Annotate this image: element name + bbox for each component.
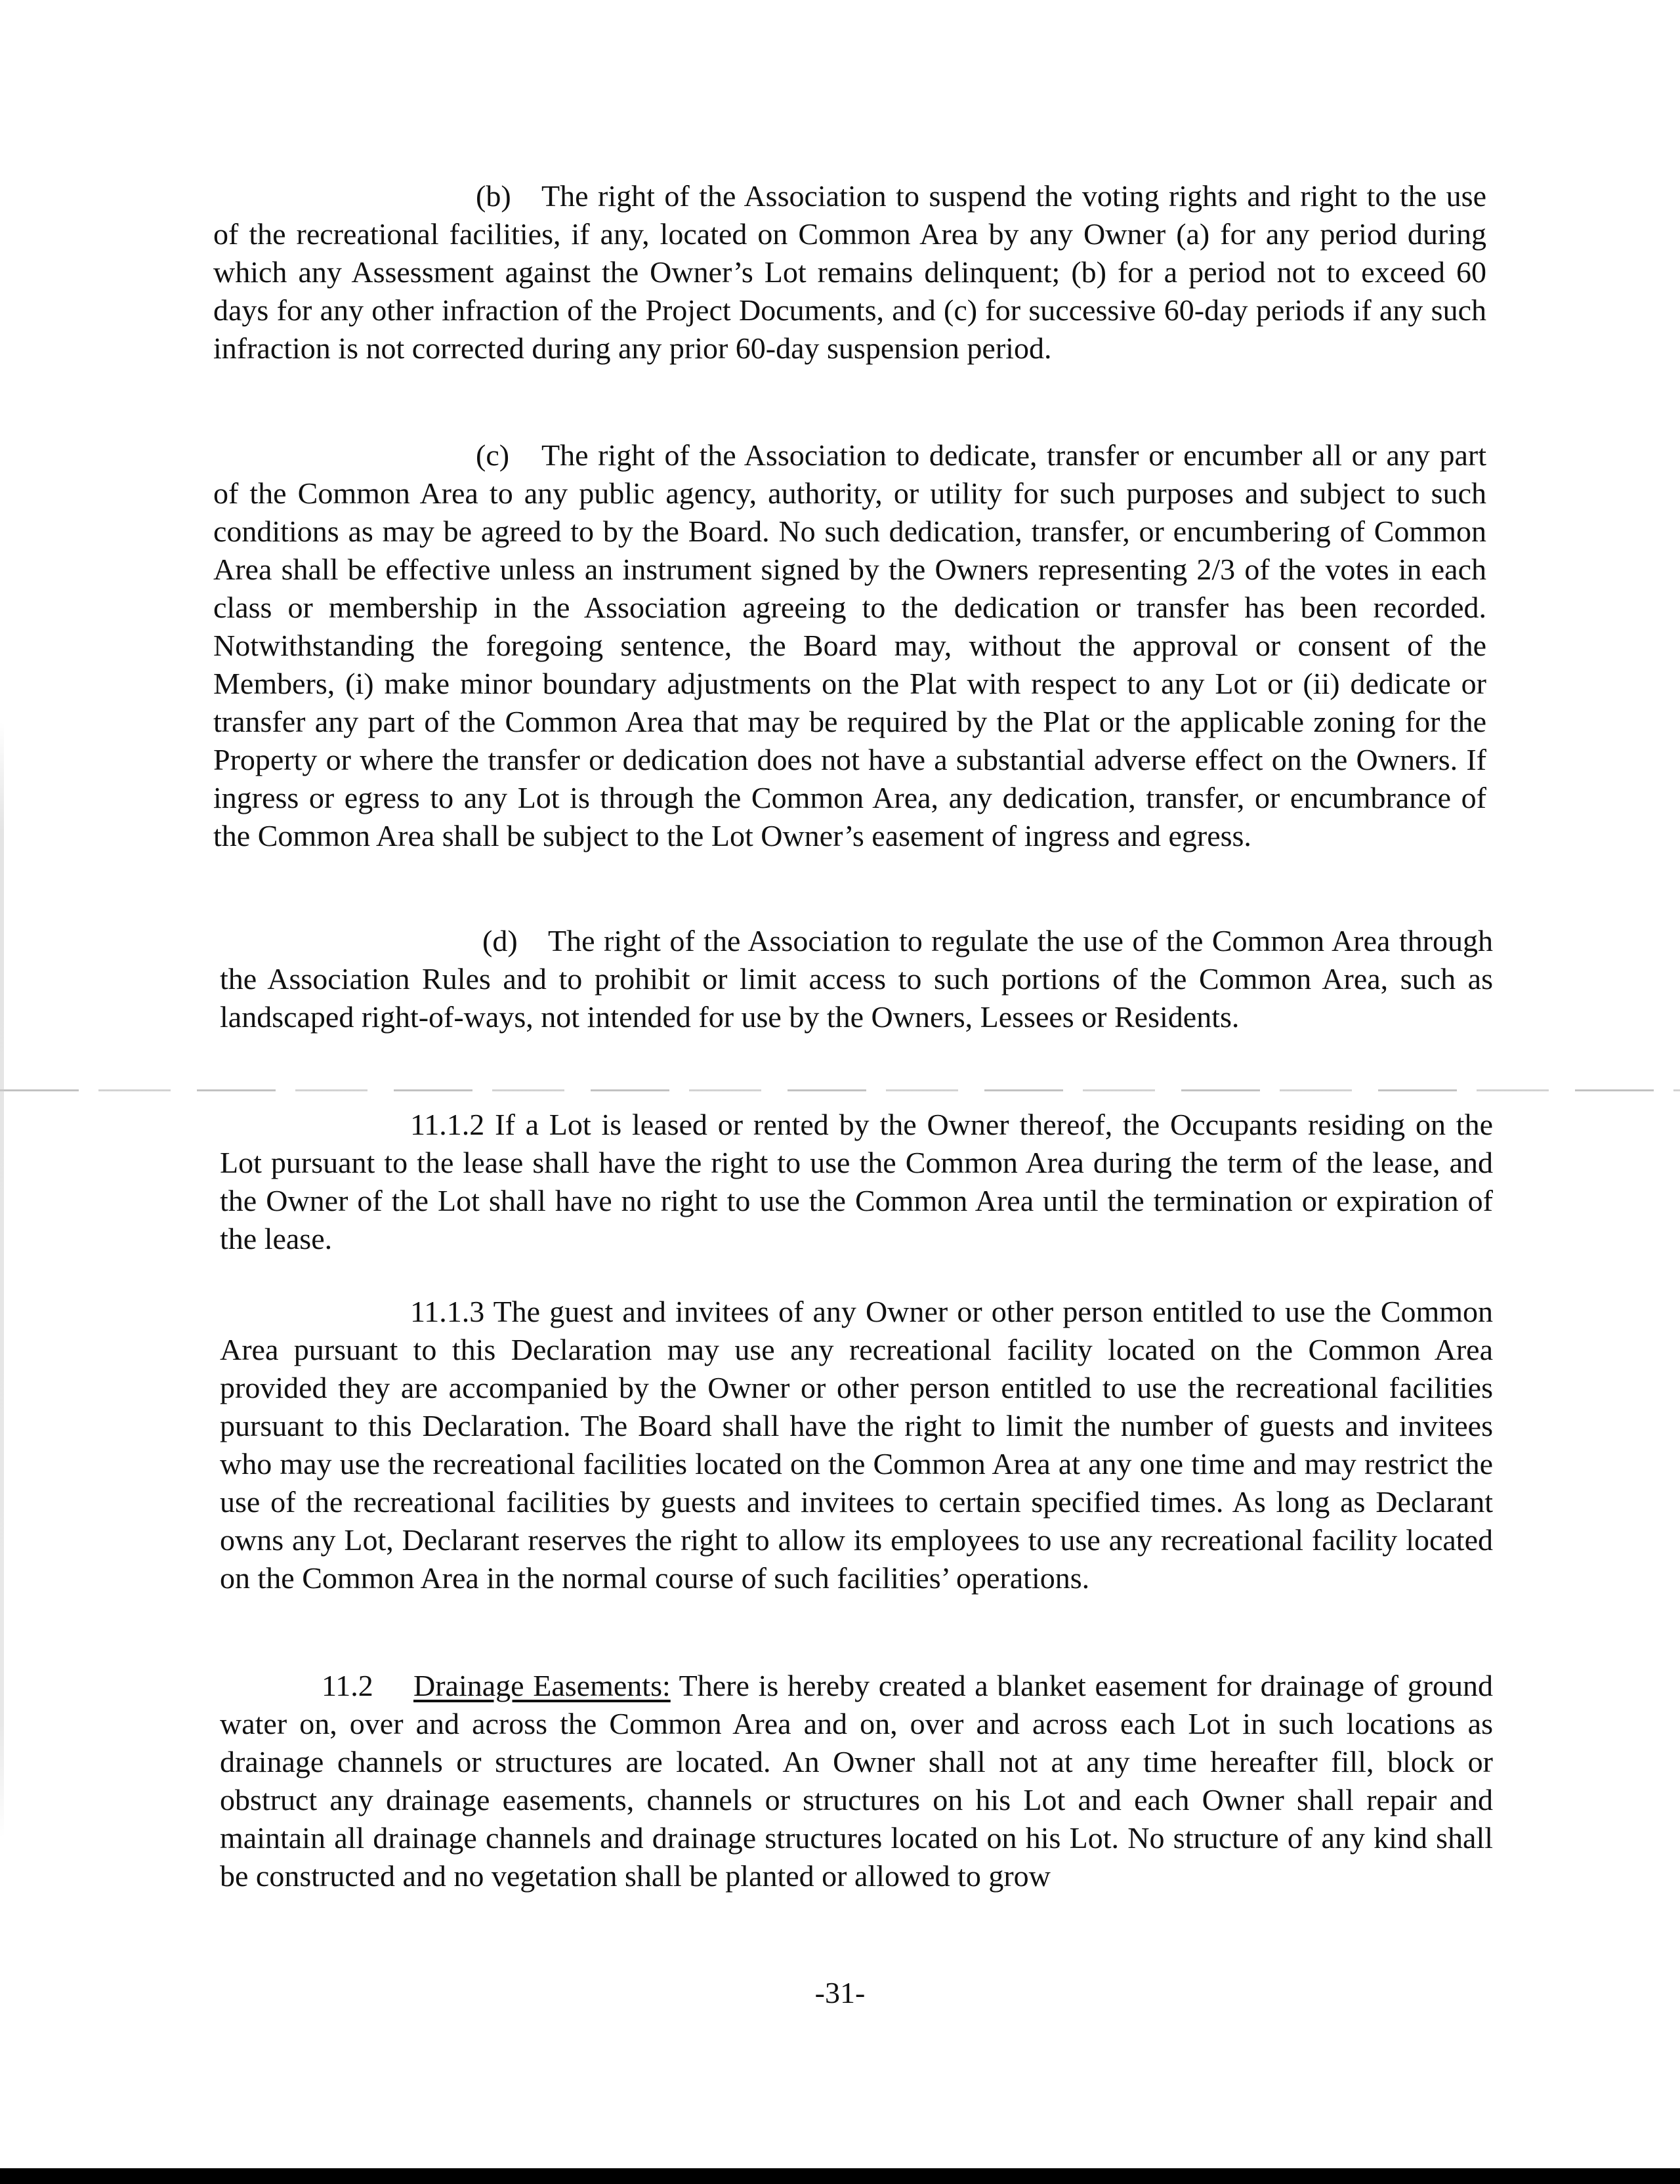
section-number-11-1-2: 11.1.2 [410, 1108, 485, 1141]
section-heading-drainage-easements: Drainage Easements: [413, 1669, 671, 1702]
paragraph-b-text: The right of the Association to suspend the voting rights and right to the use of the recreational facilities, if any, located on Common Area by any Owner (a) for any period during which any Assessment against the Owner’s Lot remains delinquent; (b) for a period not to exceed 60 days for any other infraction of the Project Documents, and (c) for successive 60-day periods if any such infraction is not corrected during any prior 60-day suspension period. [213, 179, 1486, 365]
scan-artifact-edge [0, 722, 4, 1838]
scan-bottom-border [0, 2168, 1680, 2184]
paragraph-marker-b: (b) [476, 179, 511, 213]
paragraph-c-text: The right of the Association to dedicate, transfer or encumber all or any part of the Common Area to any public agency, authority, or utility for such purposes and subject to such conditions as may be agreed to by the Board. No such dedication, transfer, or encumbering of Common Area shall be effective unless an instrument signed by the Owners representing 2/3 of the votes in each class or membership in the Association agreeing to the dedication or transfer has been recorded. Notwithstanding the foregoing sentence, the Board may, without the approval or consent of the Members, (i) make minor boundary adjustments on the Plat with respect to any Lot or (ii) dedicate or transfer any part of the Common Area that may be required by the Plat or the applicable zoning for the Property or where the transfer or dedication does not have a substantial adverse effect on the Owners. If ingress or egress to any Lot is through the Common Area, any dedication, transfer, or encumbrance of the Common Area shall be subject to the Lot Owner’s easement of ingress and egress. [213, 438, 1486, 852]
section-11-1-3 [220, 1293, 1493, 1597]
paragraph-b [213, 177, 1486, 368]
paragraph-marker-d: (d) [482, 924, 518, 957]
section-11-2 [220, 1667, 1493, 1895]
paragraph-d-text: The right of the Association to regulate the use of the Common Area through the Association Rules and to prohibit or limit access to such portions of the Common Area, such as landscaped right-of-ways, not intended for use by the Owners, Lessees or Residents. [220, 924, 1493, 1034]
page-number: -31- [814, 1976, 866, 2009]
paragraph-c [213, 436, 1486, 855]
section-number-11-1-3: 11.1.3 [410, 1295, 485, 1328]
section-11-1-3-text: The guest and invitees of any Owner or other person entitled to use the Common Area pursuant to this Declaration may use any recreational facility located on the Common Area provided they are accompanied by the Owner or other person entitled to use the recreational facilities pursuant to this Declaration. The Board shall have the right to limit the number of guests and invitees who may use the recreational facilities located on the Common Area at any one time and may restrict the use of the recreational facilities by guests and invitees to certain specified times. As long as Declarant owns any Lot, Declarant reserves the right to allow its employees to use any recreational facility located on the Common Area in the normal course of such facilities’ operations. [220, 1295, 1494, 1595]
section-number-11-2: 11.2 [322, 1669, 373, 1702]
paragraph-marker-c: (c) [476, 438, 510, 472]
paragraph-d [220, 922, 1493, 1036]
scan-artifact-line [0, 1089, 1680, 1091]
section-11-1-2-text: If a Lot is leased or rented by the Owner thereof, the Occupants residing on the Lot pursuant to the lease shall have the right to use the Common Area during the term of the lease, and the Owner of the Lot shall have no right to use the Common Area until the termination or expiration of the lease. [220, 1108, 1494, 1255]
section-11-2-text: There is hereby created a blanket easement for drainage of ground water on, over and across the Common Area and on, over and across each Lot in such locations as drainage channels or structures are located. An Owner shall not at any time hereafter fill, block or obstruct any drainage easements, channels or structures on his Lot and each Owner shall repair and maintain all drainage channels and drainage structures located on his Lot. No structure of any kind shall be constructed and no vegetation shall be planted or allowed to grow [220, 1669, 1494, 1893]
section-11-1-2 [220, 1106, 1493, 1258]
